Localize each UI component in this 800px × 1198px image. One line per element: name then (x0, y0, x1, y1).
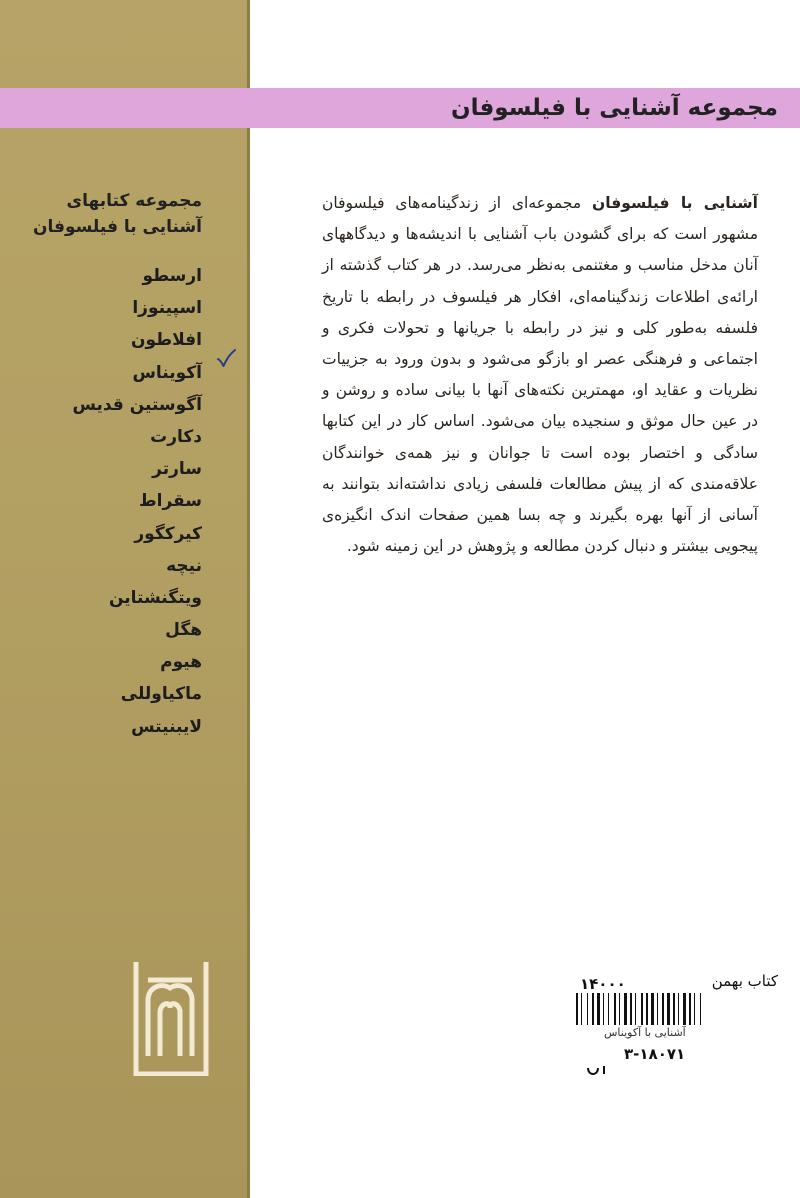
book-title-item: دکارت (150, 426, 202, 447)
barcode-bar (576, 993, 578, 1025)
book-title-item: لایبنیتس (131, 716, 202, 737)
description-body: مجموعه‌ای از زندگینامه‌های فیلسوفان مشهور است که برای گشودن باب آشنایی با اندیشه‌ها و دیدگاههای آنان مدخل مناسب و مغتنمی به‌نظر می‌رسد. در هر کتاب گذشته از ارائه‌ی اطلاعات زندگینامه‌ای، افکار هر فیلسوف در رابطه با تاریخ فلسفه به‌طور کلی و نیز در رابطه با جریانها و تحولات فکری و اجتماعی و فرهنگی عصر او بازگو می‌شود و بدون ورود به جزییات نظریات و عقاید او، مهمترین نکته‌های آنها با بیانی ساده و روشن و در عین حال موثق و سنجیده بیان می‌شود. اساس کار در این کتابها سادگی و اختصار بوده است تا جوانان و نیز همه‌ی خوانندگان علاقه‌مندی که از پیش مطالعات فلسفی زیادی نداشته‌اند بتوانند به آسانی از آنها بهره بگیرند و چه بسا همین صفحات اندک انگیزه‌ی پیجویی بیشتر و دنبال کردن مطالعه و پژوهش در این زمینه شود. (322, 194, 758, 556)
book-title-item: هگل (165, 620, 202, 641)
book-title-item: نیچه (166, 555, 202, 576)
book-title-item: ویتگنشتاین (108, 587, 202, 608)
series-heading-line1: مجموعه کتابهای (66, 191, 202, 211)
barcode-bar (614, 993, 616, 1025)
barcode-bar (673, 993, 675, 1025)
sidebar-edge (247, 0, 250, 1198)
book-title-item-current: آکویناس (132, 362, 202, 383)
barcode-bar (651, 993, 654, 1025)
banner-title: مجموعه آشنایی با فیلسوفان (450, 95, 778, 121)
book-title-item: ارسطو (142, 266, 202, 286)
book-title-item: سقراط (138, 491, 202, 512)
barcode-bar (657, 993, 658, 1025)
checkmark-icon (216, 349, 236, 369)
barcode-bar (700, 993, 701, 1025)
barcode-bar (603, 993, 604, 1025)
barcode-bar (624, 993, 627, 1025)
barcode-bar (641, 993, 643, 1025)
book-title-item: هیوم (160, 652, 202, 673)
barcode-bar (587, 993, 588, 1025)
series-heading (12, 188, 202, 240)
barcode-bar (581, 993, 582, 1025)
barcode-icon (574, 993, 730, 1025)
book-title-item: اسپینوزا (132, 298, 202, 319)
publisher-logo-icon (130, 960, 212, 1076)
sticker-publisher: کتاب بهمن (711, 972, 778, 990)
series-heading-line2: آشنایی با فیلسوفان (32, 217, 202, 237)
barcode-bar (635, 993, 636, 1025)
barcode-bar (608, 993, 609, 1025)
barcode-bar (630, 993, 632, 1025)
barcode-bar (662, 993, 664, 1025)
barcode-bar (667, 993, 670, 1025)
barcode-bar (689, 993, 691, 1025)
book-title-item: ماکیاوللی (120, 684, 202, 705)
barcode-bar (597, 993, 600, 1025)
barcode-bar (592, 993, 594, 1025)
barcode-bar (678, 993, 679, 1025)
sticker-code: ۳-۱۸۰۷۱ (624, 1045, 686, 1063)
book-title-item: کیرکگور (134, 523, 202, 544)
barcode-bar (619, 993, 620, 1025)
sticker-partial-mark (584, 1064, 614, 1080)
sticker-book-title: آشنایی با آکویناس (604, 1026, 686, 1039)
barcode-bar (683, 993, 686, 1025)
book-title-item: سارتر (152, 459, 202, 480)
book-title-item: افلاطون (130, 330, 202, 351)
sticker-price: ۱۴۰۰۰ (580, 975, 626, 993)
book-title-item: آگوستین قدیس (72, 394, 202, 415)
barcode-bar (646, 993, 648, 1025)
description-lead: آشنایی با فیلسوفان (592, 194, 758, 212)
barcode-bar (694, 993, 695, 1025)
book-titles-list (72, 260, 202, 743)
description-paragraph (322, 188, 758, 562)
